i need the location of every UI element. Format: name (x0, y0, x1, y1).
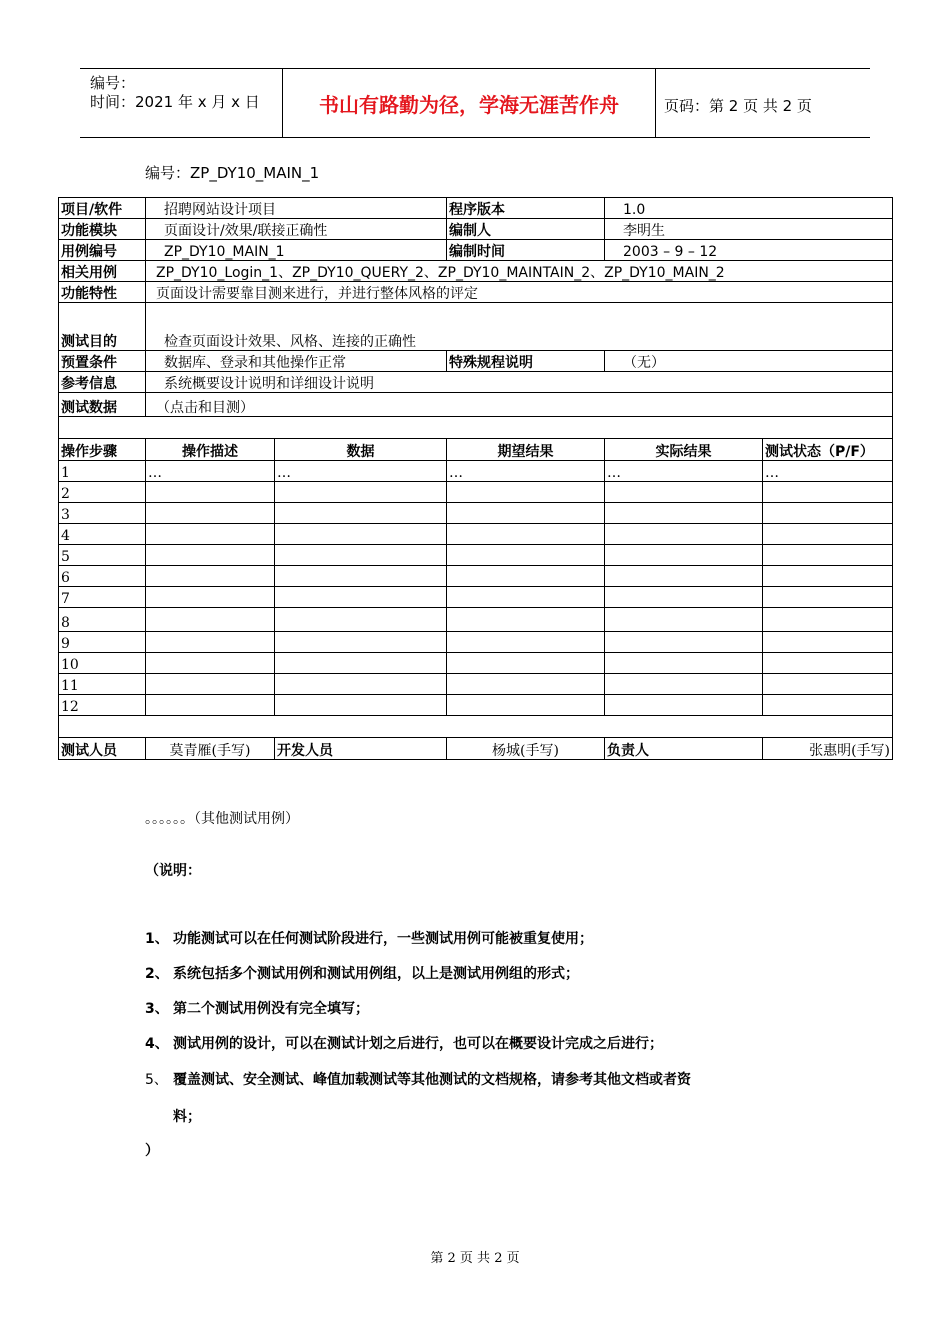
note-number: 2、 (145, 966, 169, 982)
table-row (59, 587, 893, 608)
table-row (59, 482, 893, 503)
step-cell (605, 503, 763, 524)
table-row (59, 461, 893, 482)
steps-header-row (59, 439, 893, 461)
info-row-project (59, 198, 893, 219)
step-cell (447, 545, 605, 566)
note-item (145, 963, 579, 983)
step-number: 4 (59, 524, 146, 545)
step-cell (447, 674, 605, 695)
note-item (145, 998, 369, 1018)
note-continuation: 料； (173, 1109, 201, 1125)
table-row (59, 524, 893, 545)
note-text: 系统包括多个测试用例和测试用例组，以上是测试用例组的形式； (173, 966, 579, 982)
project-value: 招聘网站设计项目 (146, 198, 447, 219)
step-cell (447, 524, 605, 545)
step-cell (275, 587, 447, 608)
module-label: 功能模块 (59, 219, 146, 240)
step-cell (763, 632, 893, 653)
col-data: 数据 (275, 439, 447, 461)
step-cell (605, 608, 763, 632)
version-value: 1.0 (605, 198, 893, 219)
table-row (59, 503, 893, 524)
step-cell (146, 566, 275, 587)
reference-label: 参考信息 (59, 372, 146, 393)
developer-label: 开发人员 (275, 738, 447, 760)
step-cell (275, 608, 447, 632)
step-cell (605, 482, 763, 503)
step-cell (447, 482, 605, 503)
date-label: 编制时间 (447, 240, 605, 261)
col-expected: 期望结果 (447, 439, 605, 461)
related-label: 相关用例 (59, 261, 146, 282)
col-step: 操作步骤 (59, 439, 146, 461)
step-cell (146, 503, 275, 524)
other-test-cases-note: 。。。。。。（其他测试用例） (145, 811, 299, 827)
page-footer: 第 2 页 共 2 页 (430, 1251, 520, 1266)
step-number: 11 (59, 674, 146, 695)
note-text: 覆盖测试、安全测试、峰值加载测试等其他测试的文档规格，请参考其他文档或者资 (173, 1072, 691, 1088)
step-cell (275, 482, 447, 503)
step-cell (146, 632, 275, 653)
table-row (59, 608, 893, 632)
step-cell (763, 695, 893, 716)
step-cell (763, 545, 893, 566)
step-cell (275, 503, 447, 524)
feature-value: 页面设计需要靠目测来进行，并进行整体风格的评定 (146, 282, 893, 303)
step-cell (275, 674, 447, 695)
step-cell (763, 566, 893, 587)
step-cell (763, 674, 893, 695)
step-number: 1 (59, 461, 146, 482)
step-cell (605, 545, 763, 566)
step-cell (605, 674, 763, 695)
step-description: … (146, 461, 275, 482)
document-number: 编号：ZP_DY10_MAIN_1 (145, 164, 320, 182)
note-item (145, 928, 593, 948)
note-text: 第二个测试用例没有完全填写； (173, 1001, 369, 1017)
note-number: 3、 (145, 1001, 169, 1017)
related-value: ZP_DY10_Login_1、ZP_DY10_QUERY_2、ZP_DY10_MAINTAIN_2、ZP_DY10_MAIN_2 (146, 261, 893, 282)
step-actual: … (605, 461, 763, 482)
table-row (59, 674, 893, 695)
step-status: … (763, 461, 893, 482)
header-left (80, 69, 282, 137)
step-cell (275, 545, 447, 566)
step-cell (605, 587, 763, 608)
info-row-reference (59, 372, 893, 393)
note-number: 4、 (145, 1036, 169, 1052)
purpose-value: 检查页面设计效果、风格、连接的正确性 (146, 303, 893, 351)
tester-value: 莫青雁(手写) (146, 738, 275, 760)
table-row (59, 566, 893, 587)
note-number: 1、 (145, 931, 169, 947)
special-label: 特殊规程说明 (447, 351, 605, 372)
author-label: 编制人 (447, 219, 605, 240)
case-label: 用例编号 (59, 240, 146, 261)
step-cell (146, 653, 275, 674)
step-cell (146, 695, 275, 716)
step-number: 7 (59, 587, 146, 608)
step-cell (275, 524, 447, 545)
header-page-number: 页码：第 2 页 共 2 页 (664, 97, 812, 115)
step-number: 10 (59, 653, 146, 674)
note-text: 测试用例的设计，可以在测试计划之后进行，也可以在概要设计完成之后进行； (173, 1036, 663, 1052)
info-row-related (59, 261, 893, 282)
owner-label: 负责人 (605, 738, 763, 760)
step-cell (763, 482, 893, 503)
step-cell (605, 695, 763, 716)
test-data-label: 测试数据 (59, 393, 146, 417)
info-row-case (59, 240, 893, 261)
step-cell (447, 608, 605, 632)
step-number: 3 (59, 503, 146, 524)
step-number: 5 (59, 545, 146, 566)
note-number: 5、 (145, 1072, 168, 1088)
step-cell (763, 608, 893, 632)
purpose-label: 测试目的 (59, 303, 146, 351)
step-cell (146, 674, 275, 695)
notes-close: ） (145, 1143, 159, 1159)
step-cell (275, 632, 447, 653)
table-row (59, 545, 893, 566)
notes-title: （说明： (145, 863, 201, 879)
special-value: （无） (605, 351, 893, 372)
step-cell (447, 653, 605, 674)
step-cell (447, 587, 605, 608)
tester-label: 测试人员 (59, 738, 146, 760)
step-number: 8 (59, 608, 146, 632)
step-cell (275, 653, 447, 674)
spacer-row (59, 716, 893, 738)
info-row-purpose (59, 303, 893, 351)
step-cell (447, 695, 605, 716)
step-cell (146, 608, 275, 632)
precondition-value: 数据库、登录和其他操作正常 (146, 351, 447, 372)
step-cell (763, 503, 893, 524)
info-row-feature (59, 282, 893, 303)
info-row-module (59, 219, 893, 240)
step-cell (146, 545, 275, 566)
step-cell (275, 566, 447, 587)
step-number: 12 (59, 695, 146, 716)
version-label: 程序版本 (447, 198, 605, 219)
date-value: 2003 – 9 – 12 (605, 240, 893, 261)
test-data-value: （点击和目测） (146, 393, 893, 417)
step-cell (605, 653, 763, 674)
step-cell (146, 482, 275, 503)
col-actual: 实际结果 (605, 439, 763, 461)
step-cell (605, 632, 763, 653)
note-item (145, 1033, 663, 1053)
case-value: ZP_DY10_MAIN_1 (146, 240, 447, 261)
module-value: 页面设计/效果/联接正确性 (146, 219, 447, 240)
header-time: 时间：2021 年 x 月 x 日 (90, 93, 260, 111)
step-cell (146, 524, 275, 545)
step-cell (763, 653, 893, 674)
step-cell (146, 587, 275, 608)
step-cell (447, 503, 605, 524)
signoff-row (59, 738, 893, 760)
table-row (59, 695, 893, 716)
step-number: 9 (59, 632, 146, 653)
header-motto: 书山有路勤为径，学海无涯苦作舟 (282, 69, 656, 137)
step-cell (447, 632, 605, 653)
note-text: 功能测试可以在任何测试阶段进行，一些测试用例可能被重复使用； (173, 931, 593, 947)
spacer-row (59, 417, 893, 439)
header-code-label: 编号： (90, 74, 136, 92)
info-row-precondition (59, 351, 893, 372)
reference-value: 系统概要设计说明和详细设计说明 (146, 372, 893, 393)
precondition-label: 预置条件 (59, 351, 146, 372)
col-description: 操作描述 (146, 439, 275, 461)
step-cell (605, 524, 763, 545)
step-cell (763, 524, 893, 545)
project-label: 项目/软件 (59, 198, 146, 219)
step-cell (605, 566, 763, 587)
step-cell (447, 566, 605, 587)
info-row-data (59, 393, 893, 417)
owner-value: 张惠明(手写) (763, 738, 893, 760)
step-expected: … (447, 461, 605, 482)
step-data: … (275, 461, 447, 482)
col-status: 测试状态（P/F） (763, 439, 893, 461)
test-case-table (58, 197, 893, 760)
note-item (145, 1069, 691, 1089)
table-row (59, 632, 893, 653)
developer-value: 杨城(手写) (447, 738, 605, 760)
step-number: 2 (59, 482, 146, 503)
page-header (80, 68, 870, 138)
step-number: 6 (59, 566, 146, 587)
author-value: 李明生 (605, 219, 893, 240)
feature-label: 功能特性 (59, 282, 146, 303)
step-cell (763, 587, 893, 608)
table-row (59, 653, 893, 674)
step-cell (275, 695, 447, 716)
